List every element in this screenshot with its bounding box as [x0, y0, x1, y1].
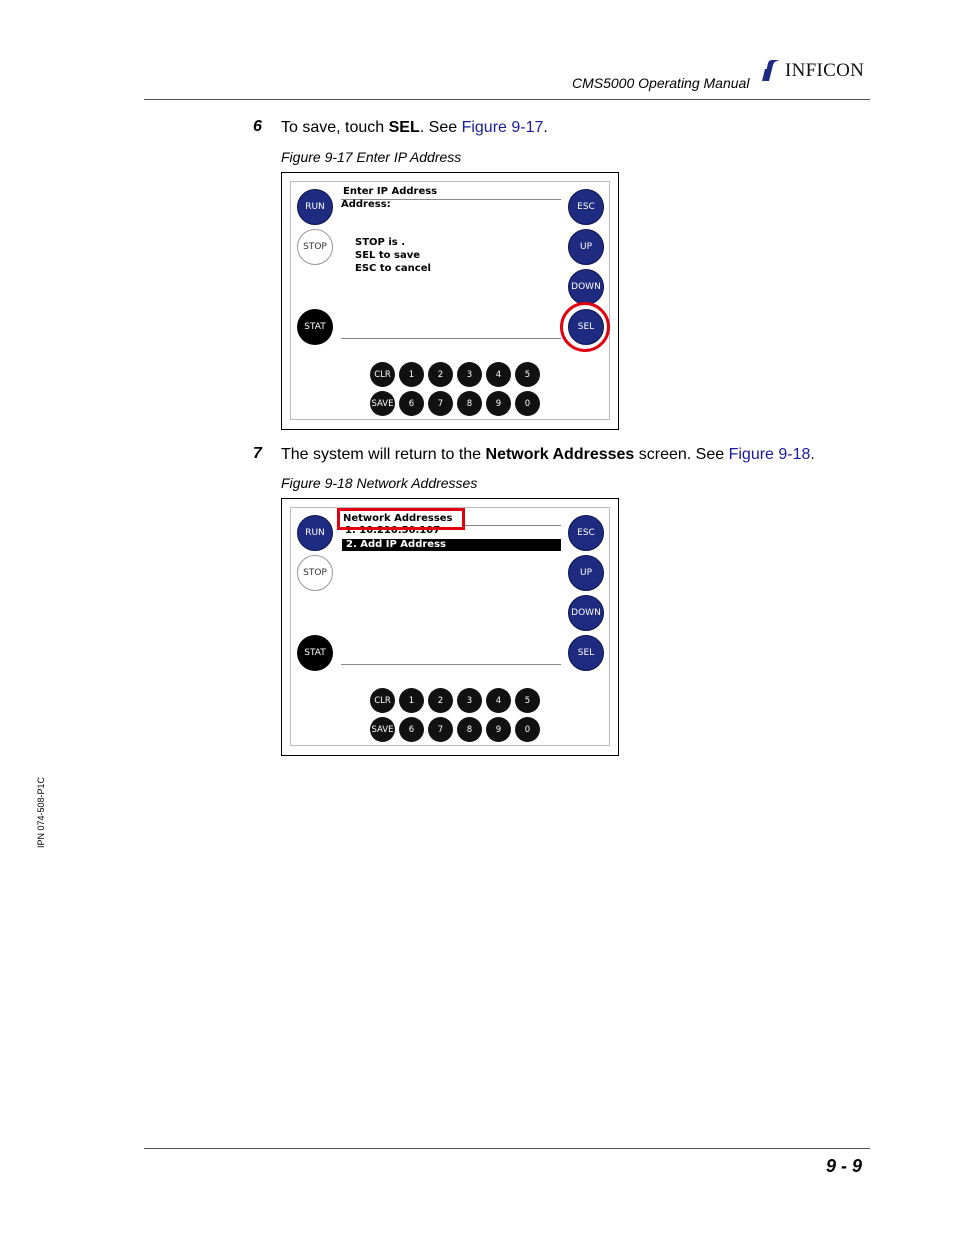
figure-caption: Figure 9-18 Network Addresses: [281, 475, 478, 491]
lcd-list-item-selected[interactable]: 2. Add IP Address: [342, 539, 561, 551]
sel-button[interactable]: SEL: [568, 309, 604, 345]
keypad-1[interactable]: 1: [399, 362, 424, 387]
keypad-4[interactable]: 4: [486, 362, 511, 387]
screen-panel: [290, 181, 610, 420]
keypad-clr[interactable]: CLR: [370, 362, 395, 387]
lcd-line: ESC to cancel: [355, 263, 431, 274]
keypad-0[interactable]: 0: [515, 391, 540, 416]
step-number: 6: [253, 118, 262, 135]
stop-button[interactable]: STOP: [297, 555, 333, 591]
stat-button[interactable]: STAT: [297, 309, 333, 345]
esc-button[interactable]: ESC: [568, 189, 604, 225]
keypad-7[interactable]: 7: [428, 717, 453, 742]
step-6-text: To save, touch SEL. See Figure 9-17.: [281, 119, 548, 136]
lcd-line: SEL to save: [355, 250, 421, 261]
keypad-8[interactable]: 8: [457, 391, 482, 416]
lcd-bottom-rule: [341, 338, 561, 339]
run-button[interactable]: RUN: [297, 515, 333, 551]
sel-button[interactable]: SEL: [568, 635, 604, 671]
keypad-9[interactable]: 9: [486, 717, 511, 742]
keypad-2[interactable]: 2: [428, 688, 453, 713]
keypad-3[interactable]: 3: [457, 688, 482, 713]
header-rule: [144, 99, 870, 100]
stat-button[interactable]: STAT: [297, 635, 333, 671]
run-button[interactable]: RUN: [297, 189, 333, 225]
document-id: IPN 074-508-P1C: [36, 776, 46, 848]
esc-button[interactable]: ESC: [568, 515, 604, 551]
figure-9-17-link[interactable]: Figure 9-17: [461, 119, 544, 136]
keypad-save[interactable]: SAVE: [370, 391, 395, 416]
figure-caption: Figure 9-17 Enter IP Address: [281, 149, 462, 165]
keypad-2[interactable]: 2: [428, 362, 453, 387]
title-highlight-box: [337, 508, 465, 530]
keypad-7[interactable]: 7: [428, 391, 453, 416]
enter-ip-address-screen: [281, 172, 619, 430]
network-addresses-screen: [281, 498, 619, 756]
down-button[interactable]: DOWN: [568, 595, 604, 631]
keypad-8[interactable]: 8: [457, 717, 482, 742]
lcd-title: Network Addresses: [343, 513, 453, 524]
up-button[interactable]: UP: [568, 229, 604, 265]
keypad-9[interactable]: 9: [486, 391, 511, 416]
sel-highlight-circle: [560, 302, 610, 352]
figure-9-18-link[interactable]: Figure 9-18: [728, 446, 811, 463]
manual-title: CMS5000 Operating Manual: [572, 75, 750, 91]
inficon-logo: [760, 58, 864, 84]
lcd-list-item[interactable]: 1. 10.210.50.107: [345, 526, 441, 535]
keypad-5[interactable]: 5: [515, 362, 540, 387]
lcd-title: Enter IP Address: [343, 186, 438, 197]
keypad-0[interactable]: 0: [515, 717, 540, 742]
keypad-save[interactable]: SAVE: [370, 717, 395, 742]
keypad-3[interactable]: 3: [457, 362, 482, 387]
logo-text: INFICON: [785, 60, 865, 81]
stop-button[interactable]: STOP: [297, 229, 333, 265]
step-number: 7: [253, 445, 262, 462]
lcd-address-label: Address:: [341, 199, 391, 210]
down-button[interactable]: DOWN: [568, 269, 604, 305]
keypad-4[interactable]: 4: [486, 688, 511, 713]
up-button[interactable]: UP: [568, 555, 604, 591]
keypad-1[interactable]: 1: [399, 688, 424, 713]
keypad-5[interactable]: 5: [515, 688, 540, 713]
keypad-clr[interactable]: CLR: [370, 688, 395, 713]
lcd-line: STOP is .: [355, 237, 405, 248]
keypad-6[interactable]: 6: [399, 391, 424, 416]
step-7-text: The system will return to the Network Addresses screen. See Figure 9-18.: [281, 446, 815, 463]
keypad-6[interactable]: 6: [399, 717, 424, 742]
inficon-logo-icon: [760, 59, 782, 83]
lcd-bottom-rule: [341, 664, 561, 665]
footer-rule: [144, 1148, 870, 1149]
lcd-title-rule: [462, 525, 561, 526]
page-number: 9 - 9: [826, 1156, 863, 1176]
